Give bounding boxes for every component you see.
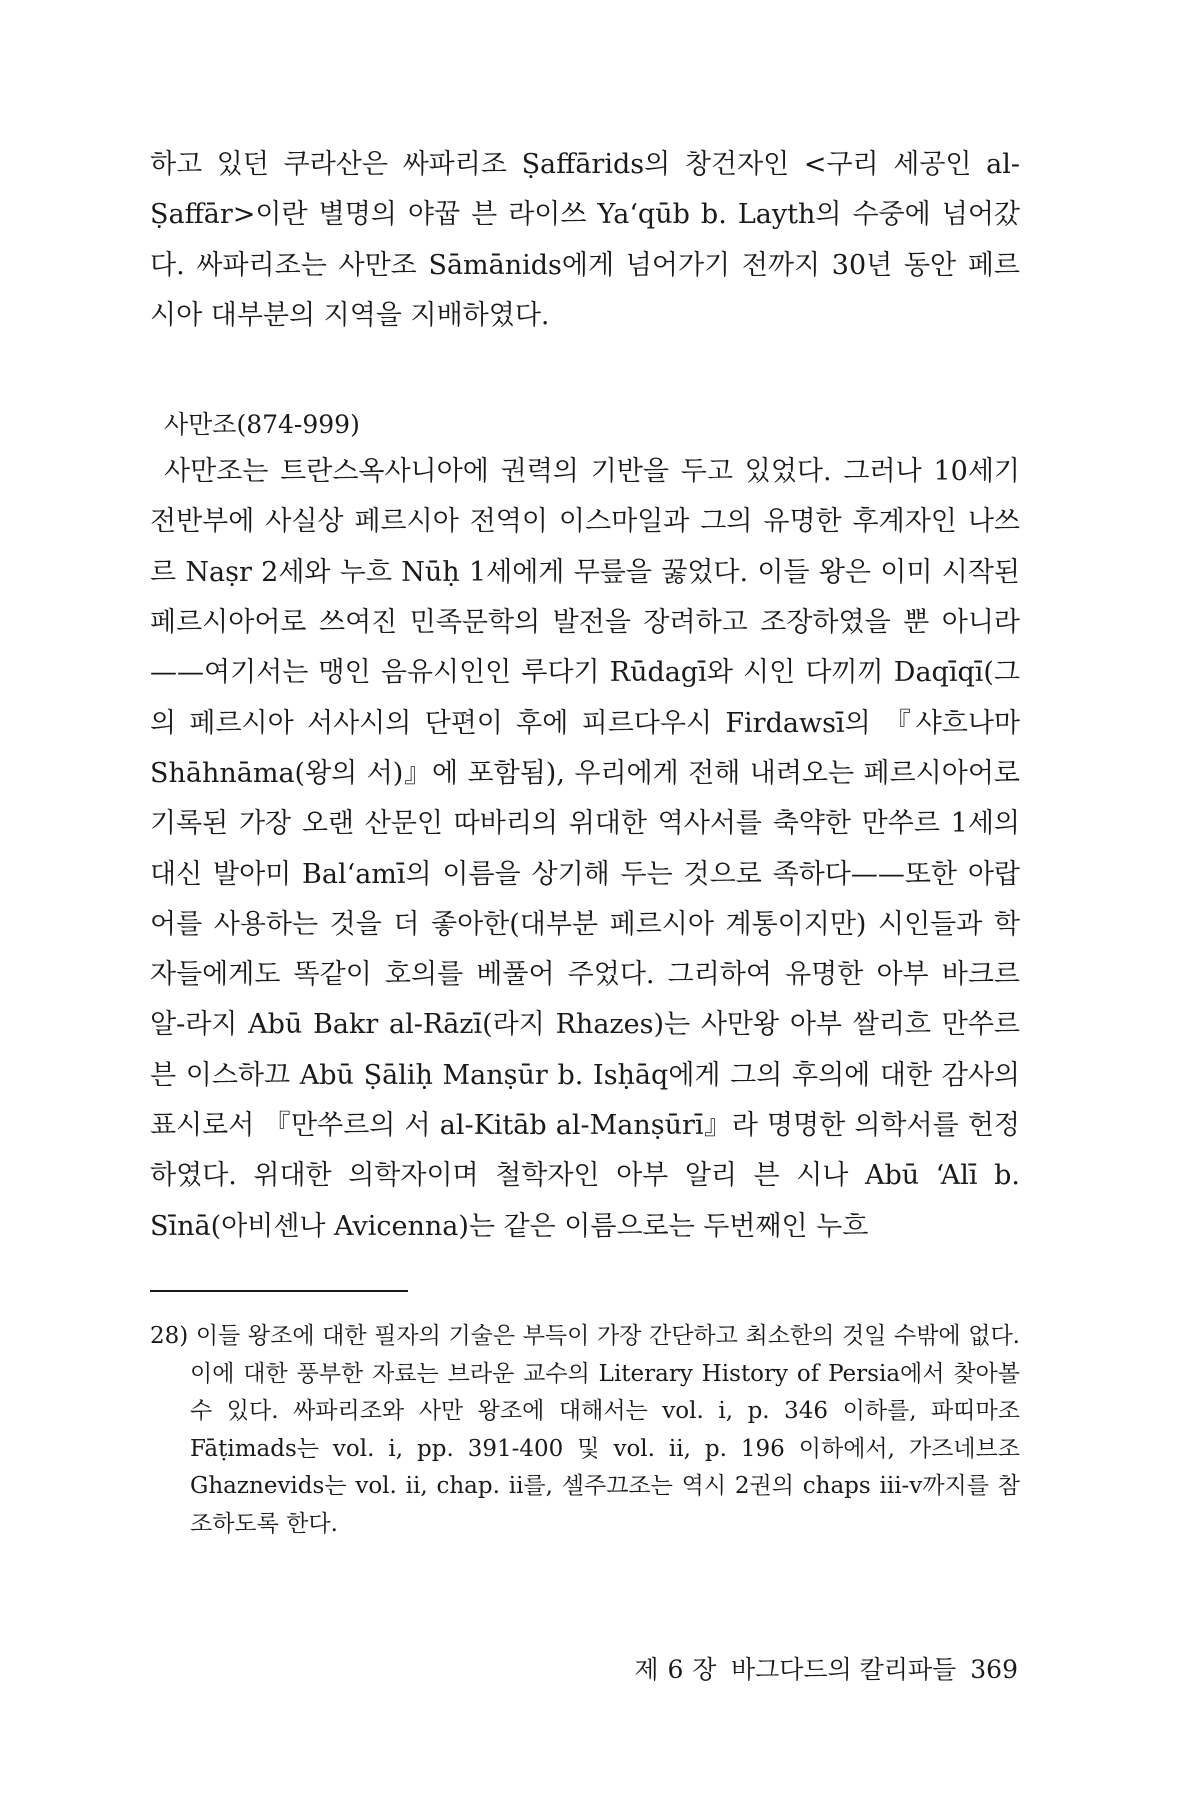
section-paragraph: 사만조는 트란스옥사니아에 권력의 기반을 두고 있었다. 그러나 10세기 전반부에 사실상 페르시아 전역이 이스마일과 그의 유명한 후계자인 나쓰르 Naṣr 2세와 누흐 Nūḥ 1세에게 무릎을 꿇었다. 이들 왕은 이미 시작된 페르시아어로 쓰여진 민족문학의 발전을 장려하고 조장하였을 뿐 아니라——여기서는 맹인 음유시인인 루다기 Rūdagī와 시인 다끼끼 Daqīqī(그의 페르시아 서사시의 단편이 후에 피르다우시 Firdawsī의 『샤흐나마 Shāhnāma(왕의 서)』에 포함됨), 우리에게 전해 내려오는 페르시아어로 기록된 가장 오랜 산문인 따바리의 위대한 역사서를 축약한 만쑤르 1세의 대신 발아미 Bal‘amī의 이름을 상기해 두는 것으로 족하다——또한 아랍어를 사용하는 것을 더 좋아한(대부분 페르시아 계통이지만) 시인들과 학자들에게도 똑같이 호의를 베풀어 주었다. 그리하여 유명한 아부 바크르 알-라지 Abū Bakr al-Rāzī(라지 Rhazes)는 사만왕 아부 쌀리흐 만쑤르 븐 이스하끄 Abū Ṣāliḥ Manṣūr b. Isḥāq에게 그의 후의에 대한 감사의 표시로서 『만쑤르의 서 al-Kitāb al-Manṣūrī』라 명명한 의학서를 헌정하였다. 위대한 의학자이며 철학자인 아부 알리 븐 시나 Abū ‘Alī b. Sīnā(아비센나 Avicenna)는 같은 이름으로는 두번째인 누흐 bbox=[150, 456, 1020, 1242]
running-footer bbox=[634, 1653, 1018, 1687]
intro-paragraph: 하고 있던 쿠라산은 싸파리조 Ṣaffārids의 창건자인 <구리 세공인 al-Ṣaffār>이란 별명의 야꿉 븐 라이쓰 Ya‘qūb b. Layth의 수중에 넘어갔다. 싸파리조는 사만조 Sāmānids에게 넘어가기 전까지 30년 동안 페르시아 대부분의 지역을 지배하였다. bbox=[150, 149, 1020, 331]
main-text bbox=[150, 140, 1020, 1252]
footnote-divider bbox=[150, 1290, 408, 1292]
page-number: 369 bbox=[970, 1655, 1018, 1684]
footer-chapter-title: 바그다드의 칼리파들 bbox=[730, 1655, 957, 1684]
section-heading: 사만조(874-999) bbox=[164, 410, 360, 440]
footnote-28: 28) 이들 왕조에 대한 필자의 기술은 부득이 가장 간단하고 최소한의 것일 수밖에 없다. 이에 대한 풍부한 자료는 브라운 교수의 Literary History of Persia에서 찾아볼 수 있다. 싸파리조와 사만 왕조에 대해서는 vol. i, p. 346 이하를, 파띠마조 Fāṭimads는 vol. i, pp. 391-400 및 vol. ii, p. 196 이하에서, 가즈네브조 Ghaznevids는 vol. ii, chap. ii를, 셀주끄조는 역시 2권의 chaps iii-v까지를 참조하도록 한다. bbox=[150, 1323, 1020, 1537]
footer-chapter: 제 6 장 bbox=[634, 1655, 717, 1684]
